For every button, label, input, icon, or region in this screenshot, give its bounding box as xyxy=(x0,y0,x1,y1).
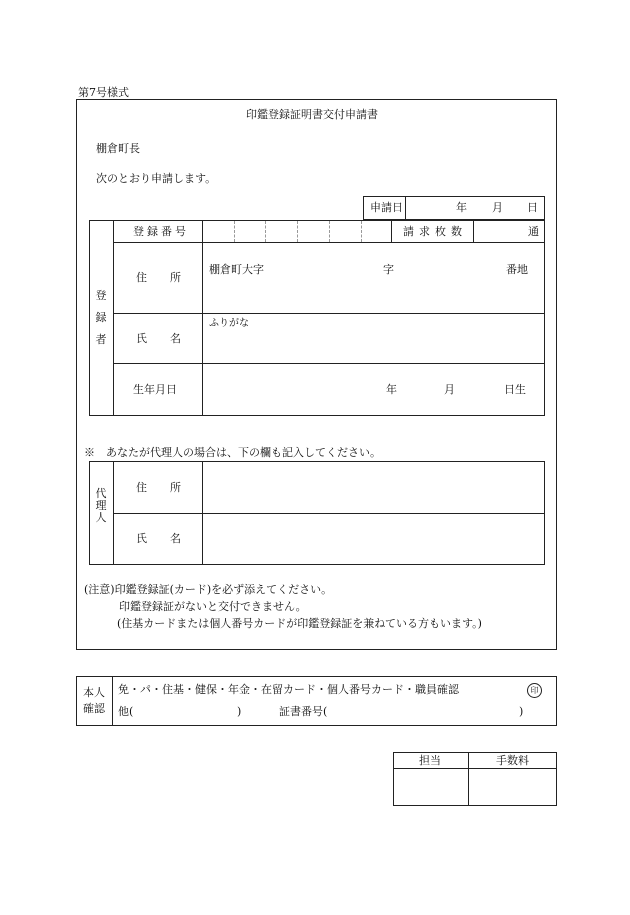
cert-number-close: ) xyxy=(519,705,524,718)
registrant-section-label-3: 者 xyxy=(95,333,107,346)
proxy-section-label-1: 代 xyxy=(95,487,107,500)
office-staff-field[interactable] xyxy=(394,769,467,805)
office-fee-label: 手数料 xyxy=(496,754,529,767)
identity-doc-types[interactable]: 免・パ・住基・健保・年金・在留カード・個人番号カード・職員確認 xyxy=(118,683,459,696)
proxy-note: ※ あなたが代理人の場合は、下の欄も記入してください。 xyxy=(84,446,381,459)
birth-month: 月 xyxy=(444,383,455,396)
address-prefix: 棚倉町大字 xyxy=(209,263,264,276)
name-label: 氏 名 xyxy=(136,332,187,345)
application-date-year: 年 xyxy=(456,201,467,214)
proxy-address-label: 住 所 xyxy=(136,481,187,494)
proxy-name-label: 氏 名 xyxy=(136,532,187,545)
proxy-section-label-2: 理 xyxy=(95,499,107,512)
proxy-address-field[interactable] xyxy=(203,462,544,513)
birth-date-label: 生年月日 xyxy=(133,383,177,396)
copies-unit: 通 xyxy=(528,225,539,238)
birth-day: 日生 xyxy=(504,383,526,396)
reg-number-label: 登録番号 xyxy=(133,225,189,238)
note-line-2: 印鑑登録証がないと交付できません。 xyxy=(119,600,307,613)
application-date-month: 月 xyxy=(492,201,503,214)
registrant-name-field[interactable] xyxy=(203,314,544,363)
copies-label: 請求枚数 xyxy=(403,225,467,238)
office-staff-label: 担当 xyxy=(419,754,441,767)
form-number: 第7号様式 xyxy=(78,86,129,99)
proxy-section-label-3: 人 xyxy=(95,511,107,524)
address-label: 住 所 xyxy=(136,271,187,284)
registrant-section-label-1: 登 xyxy=(95,289,107,302)
intro-text: 次のとおり申請します。 xyxy=(96,172,217,185)
identity-other-close: ) xyxy=(237,705,242,718)
note-line-1: (注意)印鑑登録証(カード)を必ず添えてください。 xyxy=(84,583,333,596)
proxy-name-field[interactable] xyxy=(203,514,544,564)
identity-label-line1: 本人 xyxy=(83,686,105,699)
addressee: 棚倉町長 xyxy=(96,142,140,155)
identity-other-label: 他( xyxy=(118,705,134,718)
registrant-address-field[interactable] xyxy=(203,243,544,313)
identity-other-field[interactable] xyxy=(140,704,235,720)
identity-label-line2: 確認 xyxy=(83,702,105,715)
birth-year: 年 xyxy=(386,383,397,396)
furigana-label: ふりがな xyxy=(209,318,249,329)
office-fee-field[interactable] xyxy=(469,769,556,805)
address-banchi: 番地 xyxy=(506,263,528,276)
registrant-section-label-2: 録 xyxy=(95,311,107,324)
note-line-3: (住基カードまたは個人番号カードが印鑑登録証を兼ねている方もいます。) xyxy=(117,617,482,630)
application-date-label: 申請日 xyxy=(370,201,403,214)
seal-mark-icon: 印 xyxy=(527,683,542,698)
form-title: 印鑑登録証明書交付申請書 xyxy=(246,108,378,121)
cert-number-label: 証書番号( xyxy=(279,705,328,718)
address-aza: 字 xyxy=(383,263,394,276)
cert-number-field[interactable] xyxy=(330,704,515,720)
application-date-day: 日 xyxy=(527,201,538,214)
birth-date-field[interactable] xyxy=(203,364,544,415)
